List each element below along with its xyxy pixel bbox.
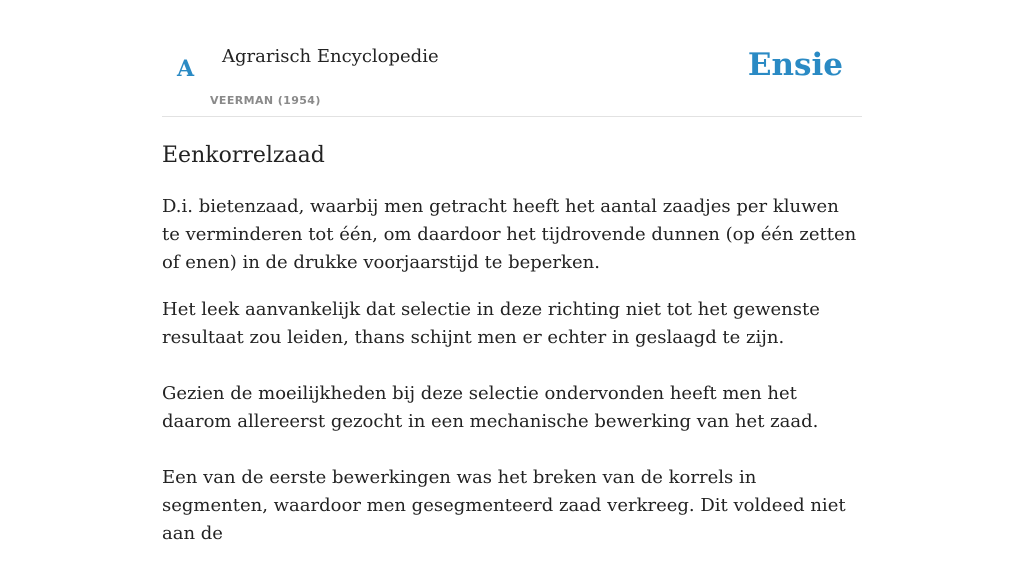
article-paragraph: D.i. bietenzaad, waarbij men getracht heeft het aantal zaadjes per kluwen te verminderen tot één, om daardoor het tijdrovende dunnen (op één zetten of enen) in de drukke voorjaarstijd te beperken. [162,196,857,273]
article [162,117,862,548]
source-label: VEERMAN (1954) [210,94,321,107]
page [162,0,862,567]
letter-index-link[interactable]: A [177,56,195,82]
encyclopedia-title-link[interactable]: Agrarisch Encyclopedie [222,46,439,67]
article-title: Eenkorrelzaad [162,143,325,168]
article-paragraph: Een van de eerste bewerkingen was het breken van de korrels in segmenten, waardoor men gesegmenteerd zaad verkreeg. Dit voldeed niet aan de [162,467,846,544]
article-paragraph: Het leek aanvankelijk dat selectie in deze richting niet tot het gewenste resultaat zou leiden, thans schijnt men er echter in geslaagd te zijn. [162,299,820,348]
encyclopedia-header [162,0,862,117]
article-paragraph: Gezien de moeilijkheden bij deze selectie ondervonden heeft men het daarom allereerst gezocht in een mechanische bewerking van het zaad. [162,383,819,432]
ensie-logo-link[interactable]: Ensie [747,47,843,83]
